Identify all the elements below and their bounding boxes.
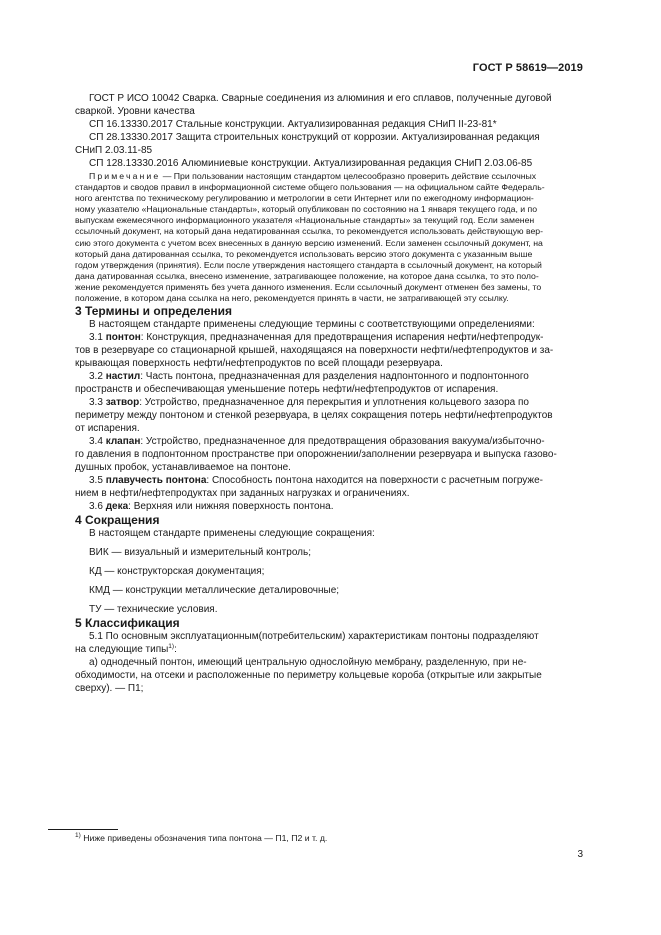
- classification-text-end: :: [174, 644, 177, 656]
- reference-item: СП 16.13330.2017 Стальные конструкции. Актуализированная редакция СНиП II-23-81*: [89, 119, 497, 130]
- references-list: [75, 92, 586, 170]
- abbreviation-item: КМД — конструкции металлические деталировочные;: [89, 585, 340, 597]
- term-text: : Конструкция, предназначенная для предотвращения испарения нефти/нефтепродук- тов в резервуаре со стационарной крышей, находящаяся на поверхности нефти/нефтепродуктов и за- крывающая поверхность нефти/нефтепродуктов по всей площади резервуара.: [75, 332, 554, 370]
- term-number: 3.3: [89, 397, 106, 409]
- section-3-intro: В настоящем стандарте применены следующие термины с соответствующими определениями:: [89, 319, 535, 331]
- term-name: дека: [105, 501, 129, 513]
- note-text: — При пользовании настоящим стандартом целесообразно проверить действие ссылочных стандартов и сводов правил в информационной системе общего пользования — на официальном сайте Федераль- ного агентства по техническому регулированию и метрологии в сети Интернет или по ежегодному информацион- ному указателю «Национальные стандарты», который опубликован по состоянию на 1 января текущего года, и по выпускам ежемесячного информационного указателя «Национальные стандарты» за текущий год. Если заменен ссылочный документ, на который дана недатированная ссылка, то рекомендуется использовать действующую вер- сию этого документа с учетом всех внесенных в данную версию изменений. Если заменен ссылочный документ, на который дана датированная ссылка, то рекомендуется использовать версию этого документа с указанным выше годом утверждения (принятия). Если после утверждения настоящего стандарта в ссылочный документ, на который дана датированная ссылка, внесено изменение, затрагивающее положение, на которое дана ссылка, то это поло- жение рекомендуется применять без учета данного изменения. Если ссылочный документ отменен без замены, то положение, в котором дана ссылка на него, рекомендуется принять в части, не затрагивающей эту ссылку.: [75, 171, 545, 304]
- page-number: 3: [577, 849, 583, 860]
- term-text: : Устройство, предназначенное для перекрытия и уплотнения кольцевого зазора по периметру между понтоном и стенкой резервуара, в целях сокращения потерь нефти/нефтепродуктов от испарения.: [75, 397, 553, 435]
- reference-item: СП 28.13330.2017 Защита строительных конструкций от коррозии. Актуализированная редакция СНиП 2.03.11-85: [75, 132, 540, 156]
- classification-paragraph: [75, 630, 586, 656]
- footnote-marker: 1): [75, 832, 81, 839]
- term-definition: [75, 396, 586, 435]
- reference-item: СП 128.13330.2016 Алюминиевые конструкции. Актуализированная редакция СНиП 2.03.06-85: [89, 158, 533, 169]
- term-text: : Устройство, предназначенное для предотвращения образования вакуума/избыточно- го давления в подпонтонном пространстве при опорожнении/заполнении резервуара и выпуска газово- душных пробок, устанавливаемое на понтоне.: [75, 436, 557, 474]
- term-definition: [75, 474, 586, 500]
- section-4-title: 4 Сокращения: [75, 513, 160, 528]
- section-5-title: 5 Классификация: [75, 616, 180, 631]
- term-number: 3.4: [89, 436, 106, 448]
- term-name: затвор: [105, 397, 140, 409]
- term-definition: [75, 500, 586, 513]
- term-name: настил: [105, 371, 141, 383]
- footnote-text: Ниже приведены обозначения типа понтона — П1, П2 и т. д.: [80, 833, 328, 843]
- pontoon-type-item: а) однодечный понтон, имеющий центральную однослойную мембрану, разделенную, при не- обходимости, на отсеки и расположенные по периметру кольцевые короба (открытые или закрытые сверху). — П1;: [75, 657, 542, 695]
- abbreviation-item: ТУ — технические условия.: [89, 604, 218, 616]
- reference-item: ГОСТ Р ИСО 10042 Сварка. Сварные соединения из алюминия и его сплавов, полученные дуговой сваркой. Уровни качества: [75, 93, 552, 117]
- section-3-title: 3 Термины и определения: [75, 304, 233, 319]
- term-name: клапан: [105, 436, 141, 448]
- term-text: : Верхняя или нижняя поверхность понтона.: [128, 501, 334, 513]
- footnote-separator: [48, 829, 118, 830]
- term-definition: [75, 370, 586, 396]
- term-number: 3.5: [89, 475, 106, 487]
- term-number: 3.1: [89, 332, 106, 344]
- abbreviation-item: КД — конструкторская документация;: [89, 566, 265, 578]
- term-number: 3.6: [89, 501, 106, 513]
- term-definition: [75, 331, 586, 370]
- document-code: ГОСТ Р 58619—2019: [472, 62, 583, 74]
- footnote: [75, 833, 327, 844]
- term-text: : Способность понтона находится на поверхности с расчетным погруже- нием в нефти/нефтепродуктах при заданных нагрузках и ограничениях.: [75, 475, 544, 500]
- term-number: 3.2: [89, 371, 106, 383]
- classification-text: 5.1 По основным эксплуатационным(потребительским) характеристикам понтоны подразделяют на следующие типы: [75, 631, 539, 656]
- page-content: [75, 92, 586, 695]
- term-text: : Часть понтона, предназначенная для разделения надпонтонного и подпонтонного пространств и обеспечивающая уменьшение потерь нефти/нефтепродуктов от испарения.: [75, 371, 529, 396]
- abbreviation-item: ВИК — визуальный и измерительный контроль;: [89, 547, 311, 559]
- note-label: Примечание: [89, 171, 161, 181]
- footnote-reference[interactable]: 1): [168, 643, 175, 651]
- term-definition: [75, 435, 586, 474]
- term-name: понтон: [105, 332, 141, 344]
- term-name: плавучесть понтона: [105, 475, 207, 487]
- section-4-intro: В настоящем стандарте применены следующие сокращения:: [89, 528, 375, 540]
- note-paragraph: [75, 171, 586, 304]
